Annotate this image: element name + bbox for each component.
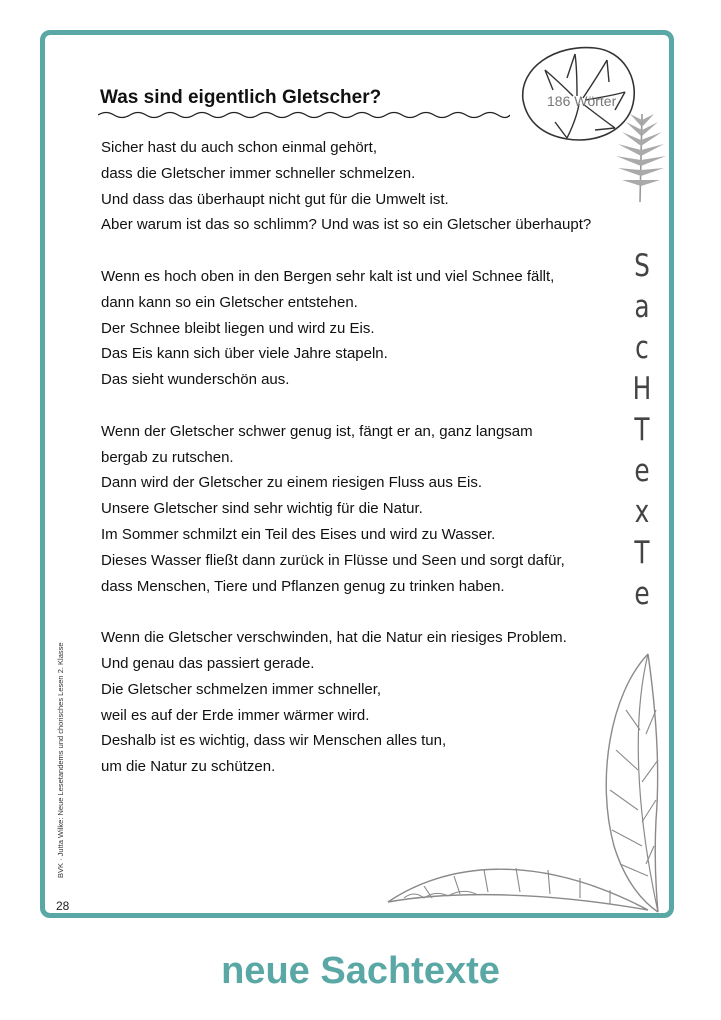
wavy-underline — [98, 110, 510, 120]
text-line: dann kann so ein Gletscher entstehen. — [101, 293, 358, 311]
text-line: dass Menschen, Tiere und Pflanzen genug zu trinken haben. — [101, 577, 505, 595]
word-count-badge: 186 Wörter — [547, 93, 617, 109]
paragraph-4 — [101, 625, 601, 780]
side-credit: BVK · Jutta Wilke: Neue Lesetandems und chorisches Lesen 2. Klasse — [56, 642, 65, 878]
text-line: Deshalb ist es wichtig, dass wir Menschen alles tun, — [101, 732, 447, 750]
footer-title: neue Sachtexte — [221, 950, 500, 992]
side-letter: T — [634, 535, 650, 571]
text-line: Unsere Gletscher sind sehr wichtig für die Natur. — [101, 500, 423, 518]
text-line: Der Schnee bleibt liegen und wird zu Eis. — [101, 319, 375, 337]
text-line: Und dass das überhaupt nicht gut für die Umwelt ist. — [101, 190, 449, 208]
side-letter: e — [634, 453, 650, 489]
text-line: Wenn der Gletscher schwer genug ist, fängt er an, ganz langsam — [101, 422, 533, 440]
text-line: um die Natur zu schützen. — [101, 758, 276, 776]
side-letter: a — [634, 289, 650, 325]
paragraph-2 — [101, 264, 601, 393]
worksheet-title: Was sind eigentlich Gletscher? — [100, 87, 382, 108]
side-letter: e — [634, 576, 650, 612]
paragraph-3 — [101, 419, 601, 600]
side-letter: S — [634, 248, 650, 284]
fern-leaf-icon — [612, 112, 668, 204]
text-line: Aber warum ist das so schlimm? Und was ist so ein Gletscher überhaupt? — [101, 216, 592, 234]
text-line: Das Eis kann sich über viele Jahre stapeln. — [101, 345, 388, 363]
side-letter: H — [632, 371, 652, 407]
side-letter: T — [634, 412, 650, 448]
text-line: Das sieht wunderschön aus. — [101, 371, 290, 389]
text-line: Die Gletscher schmelzen immer schneller, — [101, 680, 382, 698]
text-line: Sicher hast du auch schon einmal gehört, — [101, 139, 377, 156]
text-line: weil es auf der Erde immer wärmer wird. — [101, 706, 370, 724]
paragraph-1 — [101, 135, 601, 238]
text-line: dass die Gletscher immer schneller schmelzen. — [101, 164, 416, 182]
text-line: Im Sommer schmilzt ein Teil des Eises und wird zu Wasser. — [101, 525, 496, 543]
text-line: Dieses Wasser fließt dann zurück in Flüsse und Seen und sorgt dafür, — [101, 551, 565, 569]
side-letter: x — [634, 494, 650, 530]
text-line: Wenn es hoch oben in den Bergen sehr kalt ist und viel Schnee fällt, — [101, 267, 555, 285]
side-label-sachtexte — [622, 246, 662, 615]
text-line: bergab zu rutschen. — [101, 448, 234, 466]
side-letter: c — [635, 330, 649, 366]
text-line: Dann wird der Gletscher zu einem riesigen Fluss aus Eis. — [101, 474, 482, 492]
page-number: 28 — [56, 899, 70, 913]
body-text — [101, 135, 601, 806]
palm-frond-icon — [384, 850, 654, 916]
text-line: Und genau das passiert gerade. — [101, 654, 315, 672]
text-line: Wenn die Gletscher verschwinden, hat die Natur ein riesiges Problem. — [101, 629, 567, 647]
